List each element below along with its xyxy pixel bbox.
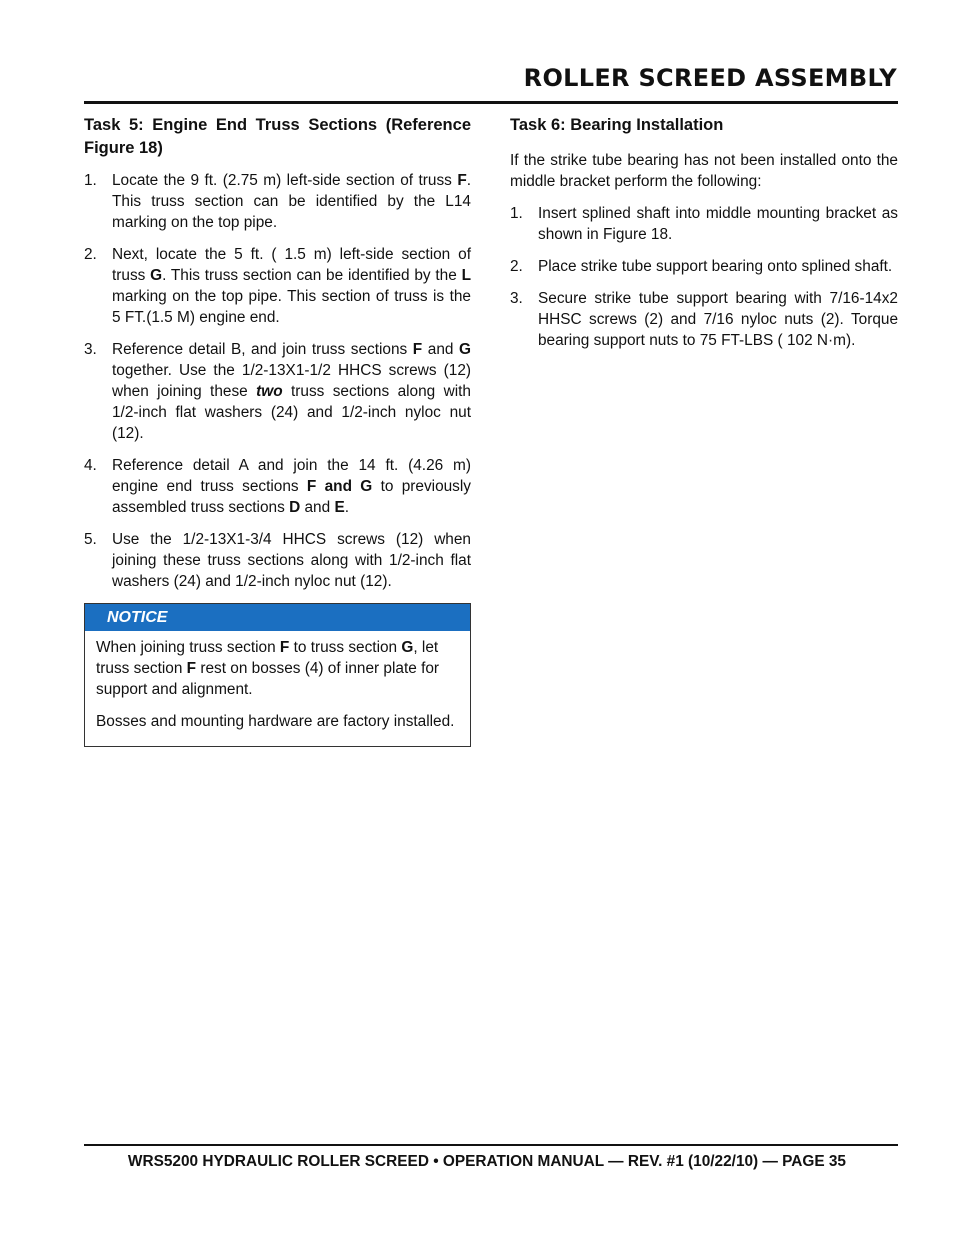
page-footer: WRS5200 HYDRAULIC ROLLER SCREED • OPERATION MANUAL — REV. #1 (10/22/10) — PAGE 35 (127, 1153, 846, 1170)
step-text: Place strike tube support bearing onto splined shaft. (538, 258, 893, 275)
notice-label: NOTICE (85, 604, 470, 631)
notice-body (85, 631, 470, 746)
text-run: G (459, 341, 471, 358)
step-number: 5. (84, 531, 97, 548)
text-run: and (422, 341, 460, 358)
text-run: E (334, 499, 345, 516)
list-item (84, 170, 471, 233)
list-item (510, 203, 898, 245)
text-run: . This truss section can be identified by the L14 marking on the top pipe. (112, 172, 471, 231)
text-run: Next, locate the 5 ft. ( 1.5 m) left-side section of truss (112, 246, 471, 284)
text-run: truss sections along with 1/2-inch flat washers (24) and 1/2-inch nyloc nut (12). (112, 383, 471, 442)
step-text: Insert splined shaft into middle mounting bracket as shown in Figure 18. (538, 205, 898, 243)
text-run: D (289, 499, 301, 516)
step-number: 2. (84, 246, 97, 263)
right-column (510, 114, 898, 362)
text-run: G (150, 267, 163, 284)
step-number: 2. (510, 258, 523, 275)
header-rule (84, 101, 898, 104)
step-text (112, 341, 471, 442)
task-5-steps (84, 170, 471, 592)
text-run: . This truss section can be identified by the (162, 267, 462, 284)
text-run: . (344, 499, 349, 516)
step-number: 1. (510, 205, 523, 222)
task-6-intro: If the strike tube bearing has not been installed onto the middle bracket perform the following: (510, 152, 898, 190)
list-item (84, 455, 471, 518)
list-item (510, 256, 898, 277)
left-column (84, 114, 471, 747)
text-run: rest on bosses (4) of inner plate for support and alignment. (96, 660, 440, 698)
text-run: Use the 1/2-13X1-3/4 HHCS screws (12) when joining these truss sections along with 1/2-inch flat washers (24) and 1/2-inch nyloc nut (12). (112, 531, 471, 590)
footer-rule (84, 1144, 898, 1146)
text-run: F and G (306, 478, 373, 495)
step-text: Secure strike tube support bearing with 7/16-14x2 HHSC screws (2) and 7/16 nyloc nuts (2). Torque bearing support nuts to 75 FT-LBS ( 102 N·m). (538, 290, 898, 349)
text-run: When joining truss section (96, 639, 280, 656)
text-run: Reference detail A and join the 14 ft. (4.26 m) engine end truss sections (112, 457, 471, 495)
notice-paragraph (96, 711, 459, 732)
text-run: G (401, 639, 414, 656)
list-item (84, 339, 471, 444)
step-text (112, 457, 471, 516)
step-text (112, 246, 471, 326)
text-run: Bosses and mounting hardware are factory installed. (96, 713, 455, 730)
step-text (112, 172, 471, 231)
notice-paragraph (96, 637, 459, 700)
text-run: to truss section (289, 639, 402, 656)
text-run: F (457, 172, 467, 189)
text-run: to previously assembled truss sections (112, 478, 471, 516)
list-item (84, 244, 471, 328)
text-run: together. Use the 1/2-13X1-1/2 HHCS screws (12) when joining these (112, 362, 471, 400)
text-run: two (256, 383, 283, 400)
task-6-heading: Task 6: Bearing Installation (510, 116, 724, 134)
text-run: Locate the 9 ft. (2.75 m) left-side section of truss (112, 172, 458, 189)
step-number: 3. (84, 341, 97, 358)
task-5-heading: Task 5: Engine End Truss Sections (Reference Figure 18) (84, 116, 471, 157)
text-run: F (186, 660, 197, 677)
step-text (112, 531, 471, 590)
text-run: marking on the top pipe. This section of truss is the 5 FT.(1.5 M) engine end. (112, 288, 471, 326)
page-title: ROLLER SCREED ASSEMBLY (523, 64, 897, 92)
notice-box (84, 603, 471, 747)
text-run: and (300, 499, 335, 516)
text-run: L (461, 267, 471, 284)
text-run: Reference detail B, and join truss sections (112, 341, 413, 358)
list-item (84, 529, 471, 592)
step-number: 1. (84, 172, 97, 189)
task-6-steps (510, 203, 898, 351)
step-number: 3. (510, 290, 523, 307)
text-run: F (279, 639, 290, 656)
step-number: 4. (84, 457, 97, 474)
list-item (510, 288, 898, 351)
text-run: F (412, 341, 423, 358)
text-run: , let truss section (96, 639, 439, 677)
